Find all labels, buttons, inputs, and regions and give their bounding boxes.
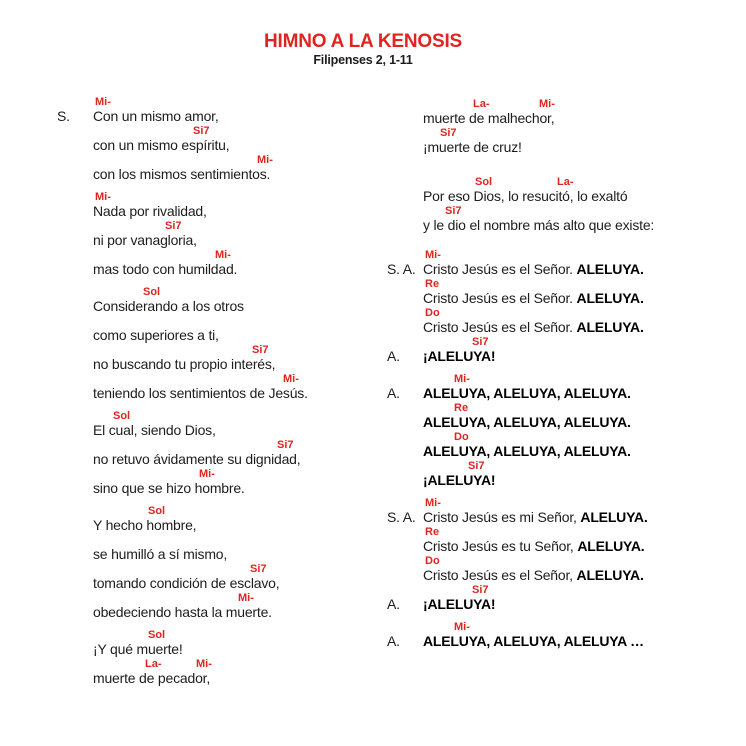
- lyric-segment: Nada por rivalidad,: [93, 203, 207, 219]
- lyric-row: [387, 188, 746, 205]
- chord-row: [57, 439, 387, 451]
- chord-label: Mi-: [454, 373, 470, 385]
- stanza: [387, 249, 746, 365]
- chord-row: [387, 98, 746, 110]
- chord-row: [387, 555, 746, 567]
- chord-label: Mi-: [425, 497, 441, 509]
- lyric-row: [57, 604, 387, 621]
- chord-row: [387, 584, 746, 596]
- chord-row: [57, 563, 387, 575]
- lyric-segment-bold: ALELUYA.: [576, 319, 644, 335]
- lyric-row: [57, 203, 387, 220]
- chord-label: Si7: [440, 127, 457, 139]
- chord-label: Mi-: [215, 249, 231, 261]
- lyric-text: [423, 567, 644, 583]
- lyric-segment: ¡Y qué muerte!: [93, 641, 183, 657]
- lyric-text: [93, 137, 229, 153]
- chord-label: Mi-: [95, 96, 111, 108]
- song-line: [57, 96, 387, 125]
- chord-row: [57, 468, 387, 480]
- song-line: [57, 410, 387, 439]
- lyric-segment: Cristo Jesús es el Señor.: [423, 319, 577, 335]
- lyric-segment: Considerando a los otros: [93, 298, 244, 314]
- song-line: [57, 563, 387, 592]
- lyric-row: [57, 480, 387, 497]
- lyric-text: [93, 203, 207, 219]
- song-line: [57, 315, 387, 344]
- stanza: [387, 621, 746, 650]
- chord-row: [57, 125, 387, 137]
- lyric-segment: ni por vanagloria,: [93, 232, 197, 248]
- page-subtitle: Filipenses 2, 1-11: [313, 53, 413, 67]
- song-line: [387, 526, 746, 555]
- song-line: [387, 278, 746, 307]
- chord-label: La-: [473, 98, 490, 110]
- song-line: [387, 555, 746, 584]
- speaker-label: A.: [387, 633, 400, 649]
- chord-label: Si7: [468, 460, 485, 472]
- lyric-row: [57, 575, 387, 592]
- chord-label: Re: [454, 402, 469, 414]
- lyric-text: [423, 319, 644, 335]
- lyric-text: [423, 217, 654, 233]
- song-line: [57, 249, 387, 278]
- chord-label: Do: [454, 431, 469, 443]
- chord-label: Re: [425, 526, 440, 538]
- lyric-segment: con un mismo espíritu,: [93, 137, 230, 153]
- stanza: [387, 176, 746, 234]
- lyric-segment-bold: ¡ALELUYA!: [423, 348, 496, 364]
- chord-label: Si7: [165, 220, 182, 232]
- stanza: [387, 497, 746, 613]
- chord-row: [57, 220, 387, 232]
- lyric-segment-bold: ALELUYA.: [580, 509, 648, 525]
- stanza: [57, 191, 387, 278]
- song-line: [57, 468, 387, 497]
- chord-label: Si7: [252, 344, 269, 356]
- lyric-row: [57, 298, 387, 315]
- lyric-text: [423, 261, 644, 277]
- speaker-label: A.: [387, 385, 400, 401]
- chord-row: [387, 526, 746, 538]
- stanza: [387, 98, 746, 156]
- song-line: [387, 98, 746, 127]
- chord-label: Sol: [148, 629, 166, 641]
- chord-row: [57, 96, 387, 108]
- lyric-text: [93, 327, 219, 343]
- chord-label: Si7: [445, 205, 462, 217]
- chord-label: Si7: [277, 439, 294, 451]
- lyric-segment: Cristo Jesús es el Señor.: [423, 290, 577, 306]
- lyric-segment: Y hecho hombre,: [93, 517, 197, 533]
- lyric-text: [423, 538, 644, 554]
- chord-row: [387, 431, 746, 443]
- lyric-row: [57, 422, 387, 439]
- lyric-row: [387, 414, 746, 431]
- page-title: HIMNO A LA KENOSIS: [263, 31, 462, 52]
- chord-row: [57, 505, 387, 517]
- lyric-text: [93, 641, 183, 657]
- lyric-segment: Por eso Dios, lo resucitó, lo exaltó: [423, 188, 628, 204]
- chord-label: Si7: [193, 125, 210, 137]
- chord-label: Mi-: [539, 98, 555, 110]
- speaker-label: A.: [387, 596, 400, 612]
- song-line: [57, 220, 387, 249]
- chord-label: Si7: [250, 563, 267, 575]
- lyric-text: [93, 670, 210, 686]
- chord-row: [57, 286, 387, 298]
- lyric-segment: sino que se hizo hombre.: [93, 480, 245, 496]
- lyric-segment: Cristo Jesús es mi Señor,: [423, 509, 581, 525]
- lyric-row: [57, 232, 387, 249]
- chord-row: [387, 307, 746, 319]
- lyric-text: [423, 509, 648, 525]
- lyric-segment: obedeciendo hasta la muerte.: [93, 604, 272, 620]
- chord-label: La-: [145, 658, 162, 670]
- lyric-text: [423, 385, 631, 401]
- lyric-text: [93, 232, 197, 248]
- song-line: [387, 431, 746, 460]
- lyric-text: [423, 290, 644, 306]
- lyric-text: [93, 261, 237, 277]
- lyric-row: [57, 166, 387, 183]
- chord-row: [387, 127, 746, 139]
- lyric-text: [423, 188, 627, 204]
- lyric-row: [387, 110, 746, 127]
- lyric-row: [387, 567, 746, 584]
- lyric-segment-bold: ALELUYA.: [576, 567, 644, 583]
- lyric-row: [57, 546, 387, 563]
- song-line: [387, 373, 746, 402]
- lyric-text: [93, 298, 244, 314]
- lyric-segment: El cual, siendo Dios,: [93, 422, 216, 438]
- lyric-text: [423, 139, 522, 155]
- stanza: [57, 410, 387, 497]
- lyric-segment: con los mismos sentimientos.: [93, 166, 271, 182]
- song-line: [387, 205, 746, 234]
- lyric-text: [93, 108, 219, 124]
- lyric-segment: muerte de pecador,: [93, 670, 211, 686]
- lyric-text: [423, 472, 495, 488]
- chord-row: [57, 534, 387, 546]
- chord-row: [57, 154, 387, 166]
- song-line: [57, 373, 387, 402]
- chord-label: Mi-: [238, 592, 254, 604]
- lyric-row: [387, 385, 746, 402]
- speaker-label: S. A.: [387, 509, 416, 525]
- chord-label: La-: [557, 176, 574, 188]
- chord-label: Re: [425, 278, 440, 290]
- lyric-row: [387, 509, 746, 526]
- lyric-row: [387, 633, 746, 650]
- song-line: [57, 191, 387, 220]
- song-line: [387, 176, 746, 205]
- stanza: [387, 373, 746, 489]
- chord-row: [57, 658, 387, 670]
- lyric-text: [93, 422, 216, 438]
- chord-label: Sol: [148, 505, 166, 517]
- lyric-segment: Con un mismo amor,: [93, 108, 219, 124]
- chord-row: [387, 249, 746, 261]
- lyric-row: [57, 356, 387, 373]
- lyric-segment: Cristo Jesús es el Señor,: [423, 567, 577, 583]
- lyric-segment-bold: ¡ALELUYA!: [423, 596, 496, 612]
- chord-label: Mi-: [196, 658, 212, 670]
- lyric-segment: muerte de malhechor,: [423, 110, 555, 126]
- stanza: [57, 629, 387, 687]
- lyric-segment-bold: ALELUYA.: [577, 538, 645, 554]
- chord-label: Si7: [472, 336, 489, 348]
- lyric-segment-bold: ALELUYA, ALELUYA, ALELUYA.: [423, 443, 631, 459]
- lyric-row: [387, 261, 746, 278]
- chord-row: [57, 410, 387, 422]
- song-line: [387, 584, 746, 613]
- chord-row: [57, 592, 387, 604]
- lyric-text: [93, 166, 270, 182]
- song-line: [57, 344, 387, 373]
- song-line: [57, 439, 387, 468]
- song-line: [57, 534, 387, 563]
- lyric-segment: como superiores a ti,: [93, 327, 219, 343]
- lyrics-column-left: [57, 96, 387, 695]
- song-line: [57, 125, 387, 154]
- lyric-row: [387, 596, 746, 613]
- chord-label: Do: [425, 555, 440, 567]
- chord-label: Mi-: [199, 468, 215, 480]
- song-line: [57, 658, 387, 687]
- chord-label: Do: [425, 307, 440, 319]
- speaker-label: A.: [387, 348, 400, 364]
- chord-row: [57, 315, 387, 327]
- lyric-segment: teniendo los sentimientos de Jesús.: [93, 385, 308, 401]
- lyric-segment-bold: ALELUYA.: [576, 261, 644, 277]
- lyric-text: [93, 385, 308, 401]
- chord-row: [57, 249, 387, 261]
- chord-label: Sol: [143, 286, 161, 298]
- lyric-row: [387, 217, 746, 234]
- lyric-segment-bold: ALELUYA, ALELUYA, ALELUYA.: [423, 414, 631, 430]
- chord-label: Mi-: [95, 191, 111, 203]
- lyric-segment-bold: ¡ALELUYA!: [423, 472, 496, 488]
- chord-row: [387, 278, 746, 290]
- lyric-row: [387, 348, 746, 365]
- song-line: [387, 336, 746, 365]
- lyric-row: [387, 538, 746, 555]
- chord-row: [387, 205, 746, 217]
- chord-row: [57, 373, 387, 385]
- lyric-segment: tomando condición de esclavo,: [93, 575, 280, 591]
- lyric-text: [93, 517, 196, 533]
- lyric-segment: y le dio el nombre más alto que existe:: [423, 217, 655, 233]
- lyric-text: [423, 348, 495, 364]
- lyric-row: [387, 139, 746, 156]
- lyric-text: [93, 546, 227, 562]
- lyric-segment-bold: ALELUYA, ALELUYA, ALELUYA.: [423, 385, 631, 401]
- stanza: [57, 505, 387, 621]
- lyrics-column-right: [387, 98, 746, 658]
- song-line: [387, 402, 746, 431]
- lyric-text: [93, 451, 300, 467]
- lyric-row: [387, 319, 746, 336]
- lyric-segment: ¡muerte de cruz!: [423, 139, 522, 155]
- lyric-row: [57, 261, 387, 278]
- song-line: [57, 505, 387, 534]
- chord-label: Sol: [475, 176, 493, 188]
- lyric-segment: no buscando tu propio interés,: [93, 356, 276, 372]
- lyric-row: [387, 290, 746, 307]
- lyric-row: [57, 670, 387, 687]
- lyric-row: [387, 443, 746, 460]
- chord-row: [387, 497, 746, 509]
- lyric-text: [93, 480, 245, 496]
- lyric-segment: Cristo Jesús es el Señor.: [423, 261, 577, 277]
- song-line: [57, 286, 387, 315]
- chord-row: [57, 629, 387, 641]
- lyric-row: [387, 472, 746, 489]
- lyric-segment-bold: ALELUYA.: [576, 290, 644, 306]
- lyric-row: [57, 641, 387, 658]
- lyric-row: [57, 517, 387, 534]
- lyric-segment: no retuvo ávidamente su dignidad,: [93, 451, 301, 467]
- song-line: [387, 307, 746, 336]
- chord-label: Sol: [113, 410, 131, 422]
- chord-label: Mi-: [425, 249, 441, 261]
- lyric-text: [423, 443, 631, 459]
- chord-label: Si7: [472, 584, 489, 596]
- lyric-segment: mas todo con humildad.: [93, 261, 238, 277]
- song-line: [57, 154, 387, 183]
- song-line: [387, 127, 746, 156]
- lyric-row: [57, 327, 387, 344]
- lyric-text: [93, 575, 279, 591]
- chord-label: Mi-: [257, 154, 273, 166]
- lyric-row: [57, 451, 387, 468]
- song-line: [387, 460, 746, 489]
- lyric-row: [57, 108, 387, 125]
- chord-row: [387, 460, 746, 472]
- lyric-row: [57, 137, 387, 154]
- speaker-label: S.: [57, 108, 70, 124]
- lyric-text: [423, 596, 495, 612]
- chord-row: [387, 336, 746, 348]
- chord-row: [387, 402, 746, 414]
- lyric-segment: Cristo Jesús es tu Señor,: [423, 538, 578, 554]
- song-line: [57, 592, 387, 621]
- song-line: [387, 621, 746, 650]
- lyric-text: [423, 110, 554, 126]
- lyric-segment-bold: ALELUYA, ALELUYA, ALELUYA …: [423, 633, 644, 649]
- song-line: [57, 629, 387, 658]
- song-line: [387, 249, 746, 278]
- chord-row: [387, 373, 746, 385]
- song-line: [387, 497, 746, 526]
- lyric-text: [423, 414, 631, 430]
- lyric-segment: se humilló a sí mismo,: [93, 546, 228, 562]
- chord-label: Mi-: [454, 621, 470, 633]
- lyric-row: [57, 385, 387, 402]
- chord-row: [57, 191, 387, 203]
- lyric-text: [93, 604, 272, 620]
- speaker-label: S. A.: [387, 261, 416, 277]
- chord-row: [387, 621, 746, 633]
- chord-row: [57, 344, 387, 356]
- stanza: [57, 286, 387, 402]
- chord-row: [387, 176, 746, 188]
- chord-label: Mi-: [283, 373, 299, 385]
- stanza: [57, 96, 387, 183]
- lyric-text: [93, 356, 275, 372]
- lyric-text: [423, 633, 644, 649]
